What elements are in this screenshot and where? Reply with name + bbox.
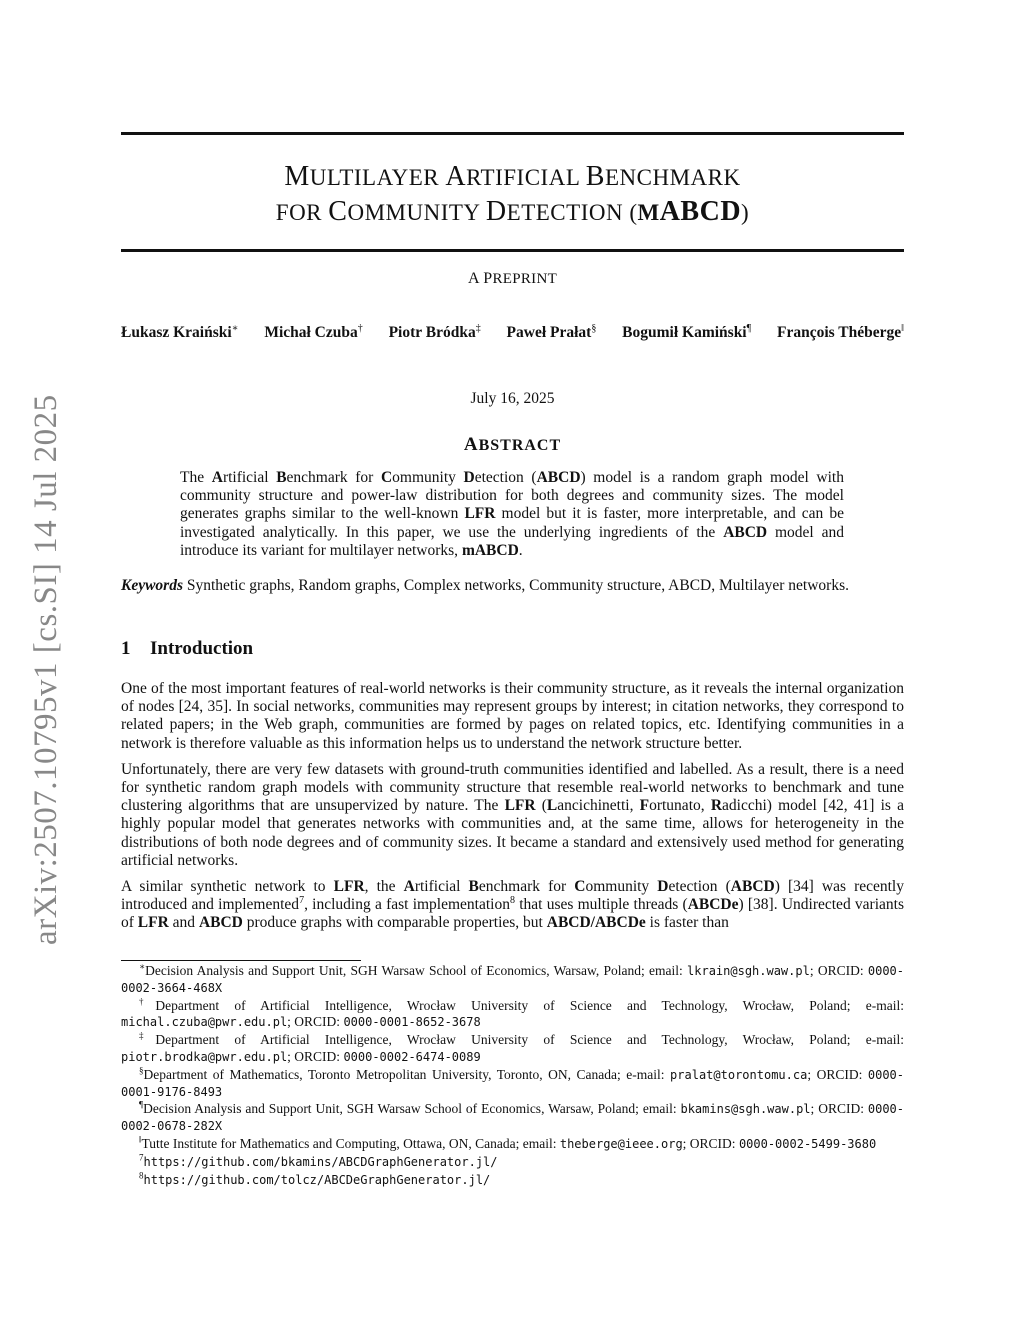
author: Michał Czuba† [264, 323, 363, 342]
email-link[interactable]: theberge@ieee.org [559, 1136, 683, 1151]
section-heading: 1 Introduction [121, 638, 254, 659]
paper-title [121, 160, 904, 230]
paragraph: Unfortunately, there are very few datasets with ground-truth communities identified and labelled. As a result, there is a need for synthetic random graph models with community structure that resemble real-world networks to benchmark and tune clustering algorithms that are unsupervized by nature. The LFR (Lancichinetti, Fortunato, Radicchi) model [42, 41] is a highly popular model that generates networks with communities and, at the same time, allows for heterogeneity in the distributions of both node degrees and of community sizes. It became a standard and extensively used method for generating artificial networks. [121, 760, 904, 869]
abstract-heading: ABSTRACT [463, 434, 562, 455]
title-line-1: MULTILAYER ARTIFICIAL BENCHMARK [284, 161, 741, 192]
url-footnote: $^8$https://github.com/tolcz/ABCDeGraphGenerator.jl/ [139, 1170, 491, 1187]
url-link[interactable]: https://github.com/bkamins/ABCDGraphGenerator.jl/ [143, 1154, 498, 1169]
footnote: §Department of Mathematics, Toronto Metropolitan University, Toronto, ON, Canada; e-mail: pralat@torontomu.ca; ORCID: 0000-0001-9176-8493 [121, 1065, 904, 1099]
email-link[interactable]: pralat@torontomu.ca [670, 1067, 808, 1082]
paragraph: A similar synthetic network to LFR, the Artificial Benchmark for Community Detection (ABCD) [34] was recently introduced and implemented$^7$, including a fast implementation$^8$ that uses multiple threads (ABCDe) [38]. Undirected variants of LFR and ABCD produce graphs with comparable properties, but ABCD/ABCDe is faster than [121, 878, 904, 932]
publication-date: July 16, 2025 [470, 390, 555, 407]
footnote: ‖Tutte Institute for Mathematics and Computing, Ottawa, ON, Canada; email: theberge@ieee.org; ORCID: 0000-0002-5499-3680 [139, 1134, 877, 1151]
arxiv-stamp: arXiv:2507.10795v1 [cs.SI] 14 Jul 2025 [28, 394, 64, 945]
email-link[interactable]: bkamins@sgh.waw.pl [680, 1102, 811, 1117]
email-link[interactable]: piotr.brodka@pwr.edu.pl [121, 1049, 288, 1064]
author: Bogumił Kamiński¶ [622, 323, 752, 342]
title-line-2: FOR COMMUNITY DETECTION (MABCD) [275, 196, 750, 227]
author: Łukasz Kraiński∗ [121, 323, 239, 342]
preprint-label: A PREPRINT [467, 270, 558, 287]
author: Paweł Prałat§ [506, 323, 597, 342]
footnote: ∗Decision Analysis and Support Unit, SGH Warsaw School of Economics, Warsaw, Poland; email: lkrain@sgh.waw.pl; ORCID: 0000-0002-3664-468X [121, 961, 904, 995]
keywords-label: Keywords [121, 577, 183, 594]
keywords: Keywords Synthetic graphs, Random graphs, Complex networks, Community structure, ABCD, Multilayer networks. [121, 577, 850, 594]
footnote: ‡Department of Artificial Intelligence, Wrocław University of Science and Technology, Wrocław, Poland; e-mail: piotr.brodka@pwr.edu.pl; ORCID: 0000-0002-6474-0089 [121, 1030, 904, 1064]
email-link[interactable]: lkrain@sgh.waw.pl [687, 964, 810, 978]
email-link[interactable]: michal.czuba@pwr.edu.pl [121, 1015, 288, 1030]
footnotes [121, 963, 904, 1189]
title-rule-top [121, 132, 904, 135]
footnote: ¶Decision Analysis and Support Unit, SGH Warsaw School of Economics, Warsaw, Poland; email: bkamins@sgh.waw.pl; ORCID: 0000-0002-0678-282X [121, 1099, 904, 1134]
footnote: †Department of Artificial Intelligence, Wrocław University of Science and Technology, Wrocław, Poland; e-mail: michal.czuba@pwr.edu.pl; ORCID: 0000-0001-8652-3678 [121, 996, 904, 1030]
url-link[interactable]: https://github.com/tolcz/ABCDeGraphGenerator.jl/ [143, 1172, 491, 1187]
abstract-text: The Artificial Benchmark for Community Detection (ABCD) model is a random graph model with community structure and power-law distribution for both degrees and community sizes. The model generates graphs similar to the well-known LFR model but it is faster, more interpretable, and can be investigated analytically. In this paper, we use the underlying ingredients of the ABCD model and introduce its variant for multilayer networks, mABCD. [180, 469, 845, 559]
author-list [121, 323, 904, 342]
title-rule-bottom [121, 249, 904, 252]
author: François Théberge‖ [776, 323, 904, 342]
author: Piotr Bródka‡ [388, 323, 481, 342]
url-footnote: $^7$https://github.com/bkamins/ABCDGraphGenerator.jl/ [139, 1152, 498, 1169]
footnote-rule [121, 960, 361, 961]
paragraph: One of the most important features of real-world networks is their community structure, as it reveals the internal organization of nodes [24, 35]. In social networks, communities may represent groups by interest; in citation networks, they correspond to related papers; in the Web graph, communities are formed by pages on related topics, etc. Identifying communities in a network is therefore valuable as this information helps us to understand the network structure better. [121, 680, 904, 752]
intro-body [121, 680, 904, 941]
